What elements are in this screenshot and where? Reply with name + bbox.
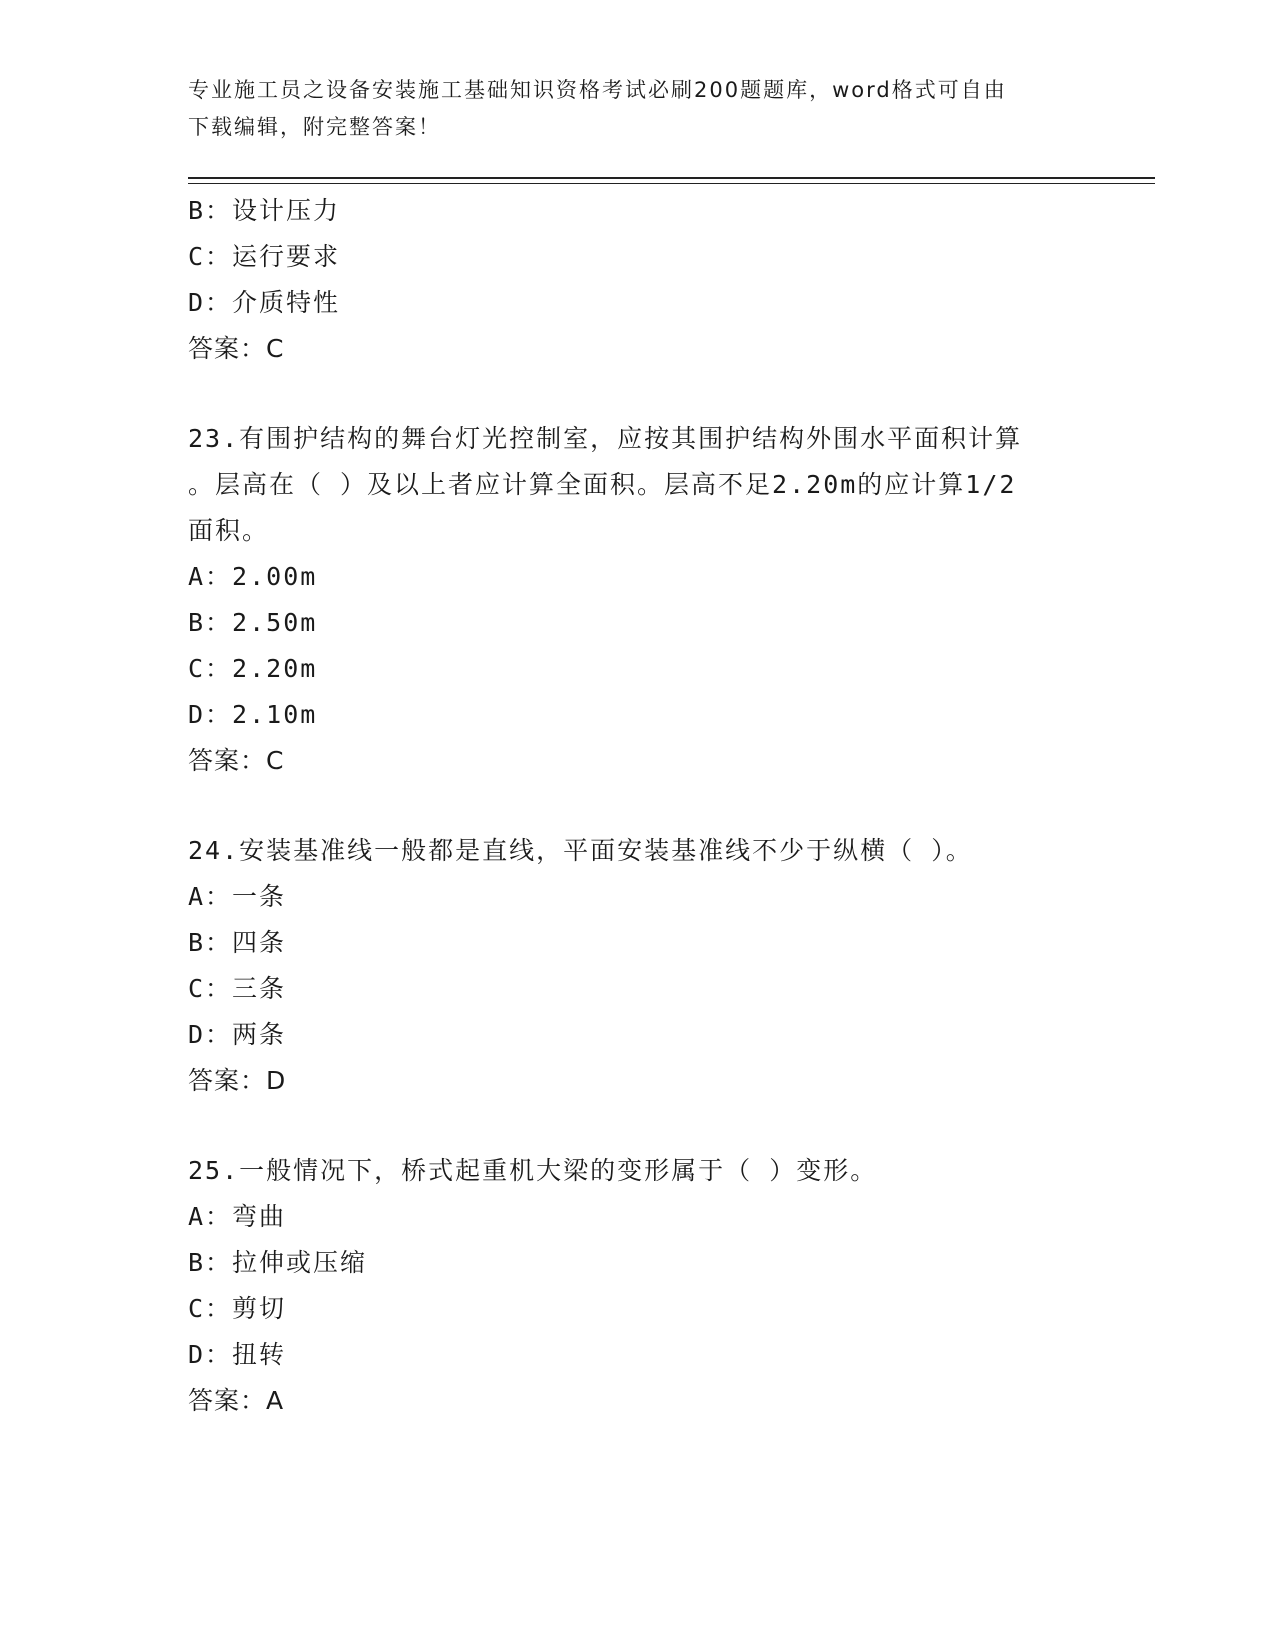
- q25-option-a: A：弯曲: [188, 1202, 287, 1231]
- q23-option-b: B：2.50m: [188, 608, 318, 637]
- q23-answer: 答案：C: [188, 746, 285, 775]
- header-rule-thin: [188, 183, 1155, 184]
- header-title-line-1: 专业施工员之设备安装施工基础知识资格考试必刷200题题库，word格式可自由: [188, 78, 1007, 102]
- q23-option-c: C：2.20m: [188, 654, 318, 683]
- q23-question-line-2: 。层高在（ ）及以上者应计算全面积。层高不足2.20m的应计算1/2: [188, 470, 1017, 499]
- q25-option-c: C：剪切: [188, 1294, 287, 1323]
- q24-question-line-1: 24.安装基准线一般都是直线，平面安装基准线不少于纵横（ ）。: [188, 836, 973, 865]
- q24-option-b: B：四条: [188, 928, 287, 957]
- question-25: [188, 1148, 1108, 1424]
- header-rule-thick: [188, 177, 1155, 179]
- q22-answer: 答案：C: [188, 334, 285, 363]
- question-22: [188, 188, 1108, 372]
- q24-answer: 答案：D: [188, 1066, 287, 1095]
- q23-question-line-1: 23.有围护结构的舞台灯光控制室，应按其围护结构外围水平面积计算: [188, 424, 1023, 453]
- document-header: [188, 72, 1078, 146]
- q25-answer: 答案：A: [188, 1386, 285, 1415]
- q22-option-d: D：介质特性: [188, 288, 341, 317]
- q24-option-c: C：三条: [188, 974, 287, 1003]
- q23-question-line-3: 面积。: [188, 516, 270, 545]
- q25-question-line-1: 25.一般情况下，桥式起重机大梁的变形属于（ ）变形。: [188, 1156, 878, 1185]
- q24-option-a: A：一条: [188, 882, 287, 911]
- question-23: [188, 416, 1108, 784]
- q23-option-d: D：2.10m: [188, 700, 318, 729]
- q25-option-b: B：拉伸或压缩: [188, 1248, 368, 1277]
- q23-option-a: A：2.00m: [188, 562, 318, 591]
- q25-option-d: D：扭转: [188, 1340, 287, 1369]
- question-list: [188, 188, 1108, 1424]
- q24-option-d: D：两条: [188, 1020, 287, 1049]
- header-title-line-2: 下载编辑，附完整答案！: [188, 115, 441, 139]
- q22-option-b: B：设计压力: [188, 196, 341, 225]
- q22-option-c: C：运行要求: [188, 242, 341, 271]
- question-24: [188, 828, 1108, 1104]
